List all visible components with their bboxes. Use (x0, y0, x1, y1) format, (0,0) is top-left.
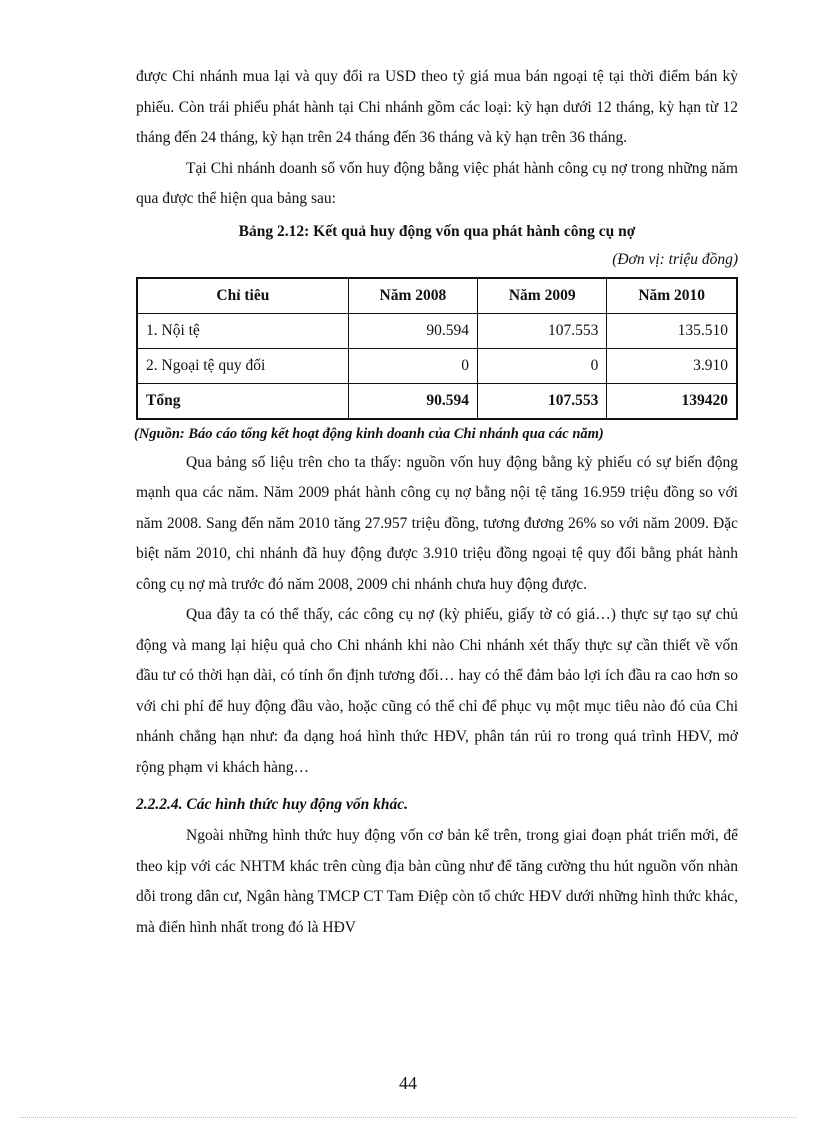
table-unit: (Đơn vị: triệu đồng) (612, 250, 738, 268)
table-caption: Bảng 2.12: Kết quả huy động vốn qua phát hành công cụ nợ (238, 222, 636, 240)
cell-value: 0 (348, 348, 477, 383)
total-value: 107.553 (478, 383, 607, 419)
total-label: Tổng (137, 383, 348, 419)
results-table (136, 277, 738, 420)
row-label: 1. Nội tệ (137, 313, 348, 348)
cell-value: 135.510 (607, 313, 737, 348)
cell-value: 107.553 (478, 313, 607, 348)
row-label: 2. Ngoại tệ quy đổi (137, 348, 348, 383)
total-value: 139420 (607, 383, 737, 419)
cell-value: 3.910 (607, 348, 737, 383)
header-2008: Năm 2008 (348, 278, 477, 314)
page-bottom-divider (20, 1117, 796, 1118)
paragraph-3: Qua bảng số liệu trên cho ta thấy: nguồn vốn huy động bằng kỳ phiếu có sự biến động mạnh qua các năm. Năm 2009 phát hành công cụ nợ bằng nội tệ tăng 16.959 triệu đồng so với năm 2008. Sang đến năm 2010 tăng 27.957 triệu đồng, tương đương 26% so với năm 2009. Đặc biệt năm 2010, chi nhánh đã huy động được 3.910 triệu đồng ngoại tệ quy đổi bằng phát hành công cụ nợ mà trước đó năm 2008, 2009 chi nhánh chưa huy động được. (136, 453, 738, 593)
header-2009: Năm 2009 (478, 278, 607, 314)
cell-value: 0 (478, 348, 607, 383)
paragraph-4: Qua đây ta có thể thấy, các công cụ nợ (kỳ phiếu, giấy tờ có giá…) thực sự tạo sự chủ động và mang lại hiệu quả cho Chi nhánh khi nào Chi nhánh xét thấy thực sự cần thiết về vốn đầu tư có thời hạn dài, có tính ổn định tương đối… hay có thể đảm bảo lợi ích đầu ra cao hơn so với chi phí để huy động đầu vào, hoặc cũng có thể chỉ để phục vụ một mục tiêu nào đó của Chi nhánh chẳng hạn như: đa dạng hoá hình thức HĐV, phân tán rủi ro trong quá trình HĐV, mở rộng phạm vi khách hàng… (136, 606, 738, 776)
total-value: 90.594 (348, 383, 477, 419)
table-total-row (137, 383, 737, 419)
header-2010: Năm 2010 (607, 278, 737, 314)
table-source: (Nguồn: Báo cáo tổng kết hoạt động kinh doanh của Chi nhánh qua các năm) (134, 425, 604, 442)
cell-value: 90.594 (348, 313, 477, 348)
table-row (137, 348, 737, 383)
document-page (136, 62, 738, 943)
paragraph-2: Tại Chi nhánh doanh số vốn huy động bằng việc phát hành công cụ nợ trong những năm qua được thể hiện qua bảng sau: (136, 159, 738, 207)
header-indicator: Chỉ tiêu (137, 278, 348, 314)
paragraph-5: Ngoài những hình thức huy động vốn cơ bản kể trên, trong giai đoạn phát triển mới, để theo kịp với các NHTM khác trên cùng địa bàn cũng như để tăng cường thu hút nguồn vốn nhàn dỗi trong dân cư, Ngân hàng TMCP CT Tam Điệp còn tổ chức HĐV dưới những hình thức khác, mà điển hình nhất trong đó là HĐV (136, 827, 738, 936)
table-row (137, 313, 737, 348)
table-header-row (137, 278, 737, 314)
paragraph-1: được Chi nhánh mua lại và quy đổi ra USD theo tỷ giá mua bán ngoại tệ tại thời điểm bán kỳ phiếu. Còn trái phiếu phát hành tại Chi nhánh gồm các loại: kỳ hạn dưới 12 tháng, kỳ hạn từ 12 tháng đến 24 tháng, kỳ hạn trên 24 tháng đến 36 tháng và kỳ hạn trên 36 tháng. (136, 68, 738, 146)
page-number: 44 (399, 1073, 417, 1093)
section-heading: 2.2.2.4. Các hình thức huy động vốn khác. (136, 796, 408, 813)
